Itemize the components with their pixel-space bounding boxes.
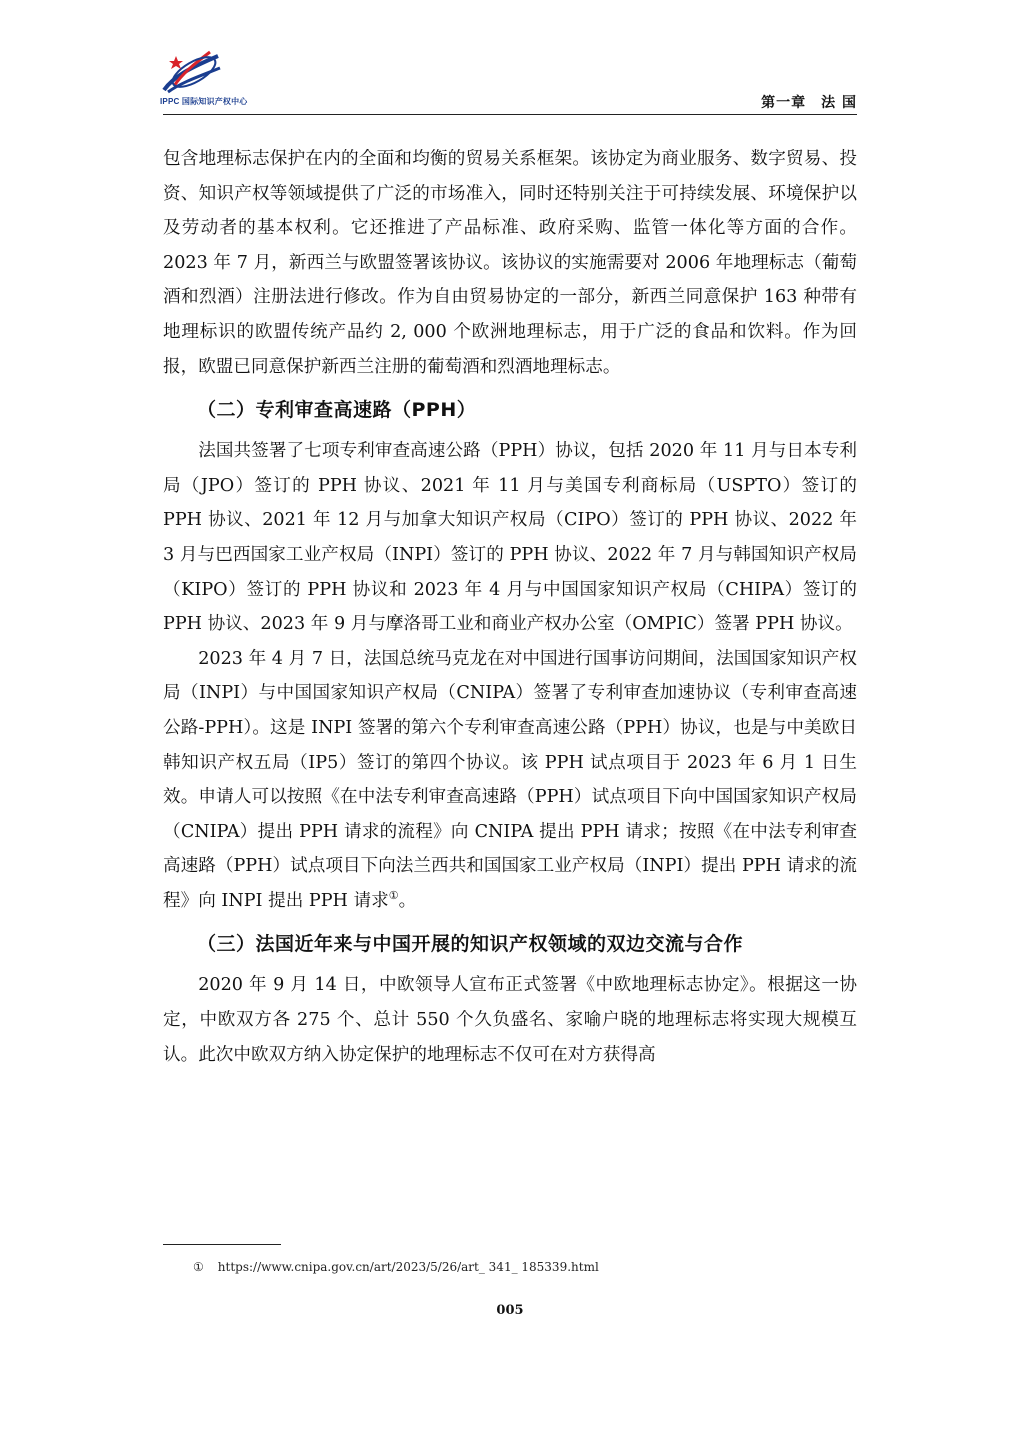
footnote-divider [163,1244,281,1245]
section-heading-pph: （二）专利审查高速路（PPH） [197,399,477,422]
logo-text: IPPC 国际知识产权中心 [160,97,248,106]
chapter-header: 第一章 法 国 [761,95,857,111]
paragraph-3 [163,642,857,919]
page-body [163,142,857,1072]
footnote [193,1260,599,1274]
ippc-logo [160,46,248,108]
paragraph-4: 2020 年 9 月 14 日，中欧领导人宣布正式签署《中欧地理标志协定》。根据这一协定，中欧双方各 275 个、总计 550 个久负盛名、家喻户晓的地理标志将实现大规模互认。此次中欧双方纳入协定保护的地理标志不仅可在对方获得高 [163,975,857,1065]
header-divider [163,114,857,115]
footnote-mark: ① [193,1260,204,1274]
paragraph-3-end: 。 [398,890,417,911]
footnote-link[interactable]: https://www.cnipa.gov.cn/art/2023/5/26/art_ 341_ 185339.html [217,1260,599,1274]
paragraph-2: 法国共签署了七项专利审查高速公路（PPH）协议，包括 2020 年 11 月与日本专利局（JPO）签订的 PPH 协议、2021 年 11 月与美国专利商标局（USPTO）签订的 PPH 协议、2021 年 12 月与加拿大知识产权局（CIPO）签订的 PPH 协议、2022 年 3 月与巴西国家工业产权局（INPI）签订的 PPH 协议、2022 年 7 月与韩国知识产权局（KIPO）签订的 PPH 协议和 2023 年 4 月与中国国家知识产权局（CHIPA）签订的 PPH 协议、2023 年 9 月与摩洛哥工业和商业产权办公室（OMPIC）签署 PPH 协议。 [163,441,857,635]
ippc-emblem-icon [160,46,224,96]
footnote-reference[interactable]: ① [388,889,399,903]
page-number: 005 [496,1303,524,1318]
paragraph-3-text: 2023 年 4 月 7 日，法国总统马克龙在对中国进行国事访问期间，法国国家知识产权局（INPI）与中国国家知识产权局（CNIPA）签署了专利审查加速协议（专利审查高速公路-PPH）。这是 INPI 签署的第六个专利审查高速公路（PPH）协议，也是与中美欧日韩知识产权五局（IP5）签订的第四个协议。该 PPH 试点项目于 2023 年 6 月 1 日生效。申请人可以按照《在中法专利审查高速路（PPH）试点项目下向中国国家知识产权局（CNIPA）提出 PPH 请求的流程》向 CNIPA 提出 PPH 请求；按照《在中法专利审查高速路（PPH）试点项目下向法兰西共和国国家工业产权局（INPI）提出 PPH 请求的流程》向 INPI 提出 PPH 请求 [163,648,857,911]
section-heading-cooperation: （三）法国近年来与中国开展的知识产权领域的双边交流与合作 [197,933,744,956]
paragraph-1: 包含地理标志保护在内的全面和均衡的贸易关系框架。该协定为商业服务、数字贸易、投资、知识产权等领域提供了广泛的市场准入，同时还特别关注于可持续发展、环境保护以及劳动者的基本权利。它还推进了产品标准、政府采购、监管一体化等方面的合作。2023 年 7 月，新西兰与欧盟签署该协议。该协议的实施需要对 2006 年地理标志（葡萄酒和烈酒）注册法进行修改。作为自由贸易协定的一部分，新西兰同意保护 163 种带有地理标识的欧盟传统产品约 2, 000 个欧洲地理标志，用于广泛的食品和饮料。作为回报，欧盟已同意保护新西兰注册的葡萄酒和烈酒地理标志。 [163,149,857,377]
